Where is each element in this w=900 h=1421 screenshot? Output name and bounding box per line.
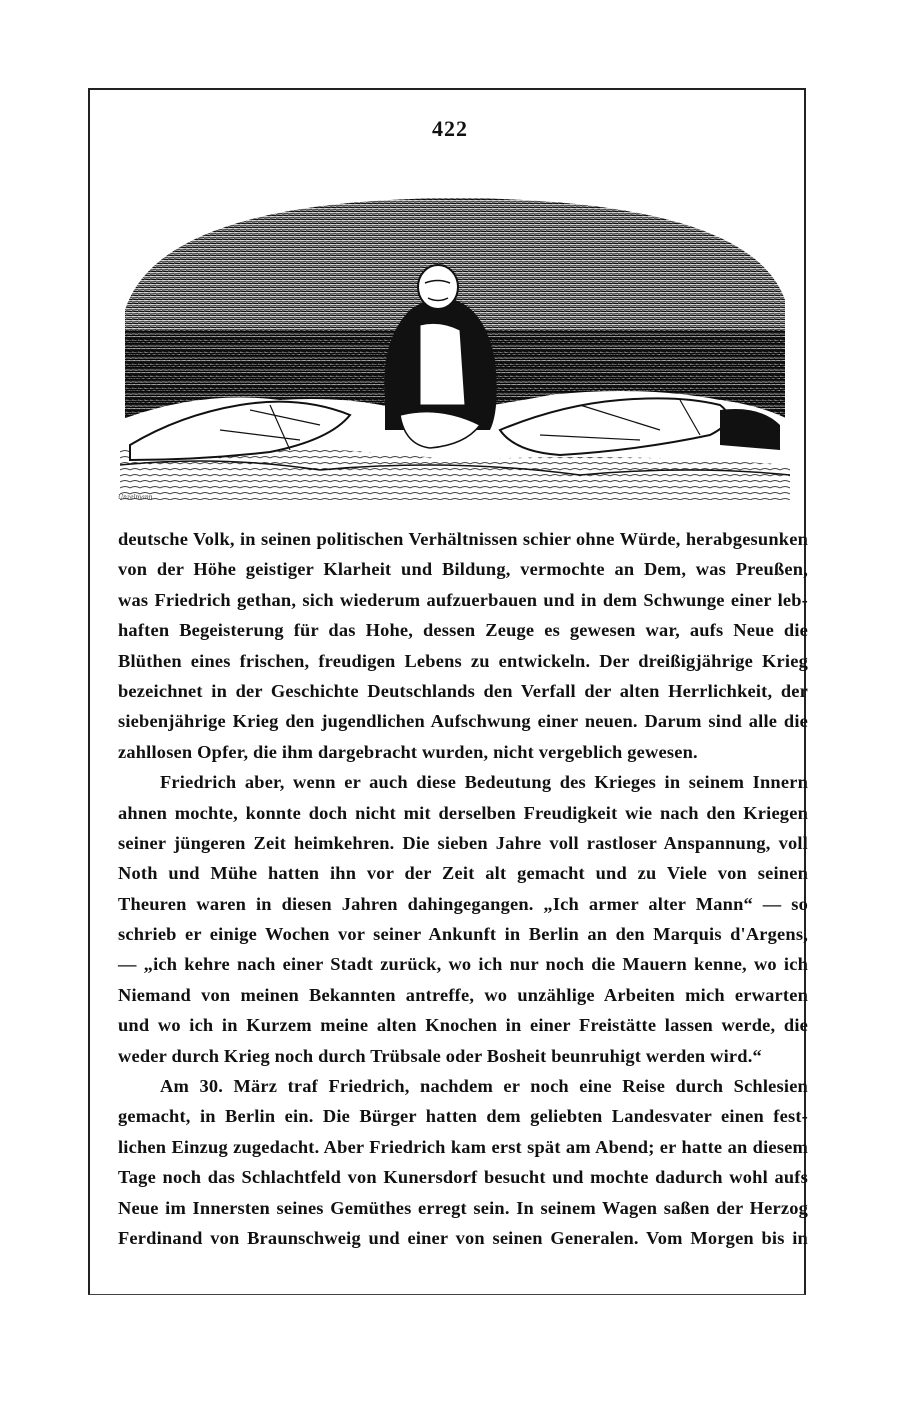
text-line: schrieb er einige Wochen vor seiner Ankunft in Berlin an den Marquis d'Argens, [118,924,808,945]
text-line: lichen Einzug zugedacht. Aber Friedrich kam erst spät am Abend; er hatte an diesem [118,1136,808,1157]
text-line: ahnen mochte, konnte doch nicht mit derselben Freudigkeit wie nach den Kriegen [118,802,808,823]
etching-illustration [120,190,790,500]
text-line: seiner jüngeren Zeit heimkehren. Die sieben Jahre voll rastloser Anspannung, voll [118,832,808,853]
page-number: 422 [432,116,468,141]
text-line: — „ich kehre nach einer Stadt zurück, wo ich nur noch die Mauern kenne, wo ich [118,954,808,975]
text-line: Blüthen eines frischen, freudigen Lebens zu entwickeln. Der dreißigjährige Krieg [118,650,808,671]
text-line: Tage noch das Schlachtfeld von Kunersdorf besucht und mochte dadurch wohl aufs [118,1167,808,1188]
text-line: Niemand von meinen Bekannten antreffe, wo unzählige Arbeiten mich erwarten [118,984,808,1005]
text-line: Ferdinand von Braunschweig und einer von seinen Generalen. Vom Morgen bis in [118,1227,808,1248]
text-line: Theuren waren in diesen Jahren dahingegangen. „Ich armer alter Mann“ — so [118,893,808,914]
text-line: weder durch Krieg noch durch Trübsale oder Bosheit beunruhigt werden wird.“ [118,1045,762,1066]
body-text [118,524,808,1253]
text-line: Friedrich aber, wenn er auch diese Bedeutung des Krieges in seinem Innern [160,772,808,793]
text-line: siebenjährige Krieg den jugendlichen Aufschwung einer neuen. Darum sind alle die [118,711,808,732]
text-line: von der Höhe geistiger Klarheit und Bildung, vermochte an Dem, was Preußen, [118,559,808,580]
text-line: deutsche Volk, in seinen politischen Verhältnissen schier ohne Würde, herabgesunken [118,529,808,549]
text-line: haften Begeisterung für das Hohe, dessen Zeuge es gewesen war, aufs Neue die [118,620,808,641]
illustration-signature: Unzelmann [118,494,153,501]
text-line: was Friedrich gethan, sich wiederum aufzuerbauen und in dem Schwunge einer leb- [118,589,808,610]
text-line: gemacht, in Berlin ein. Die Bürger hatten dem geliebten Landesvater einen fest- [118,1106,808,1127]
text-line: Am 30. März traf Friedrich, nachdem er noch eine Reise durch Schlesien [160,1076,808,1097]
text-line: zahllosen Opfer, die ihm dargebracht wurden, nicht vergeblich gewesen. [118,741,698,762]
text-line: bezeichnet in der Geschichte Deutschlands den Verfall der alten Herrlichkeit, der [118,680,808,701]
text-line: Noth und Mühe hatten ihn vor der Zeit alt gemacht und zu Viele von seinen [118,863,808,884]
text-line: Neue im Innersten seines Gemüthes erregt sein. In seinem Wagen saßen der Herzog [118,1197,808,1218]
text-line: und wo ich in Kurzem meine alten Knochen in einer Freistätte lassen werde, die [118,1015,808,1036]
